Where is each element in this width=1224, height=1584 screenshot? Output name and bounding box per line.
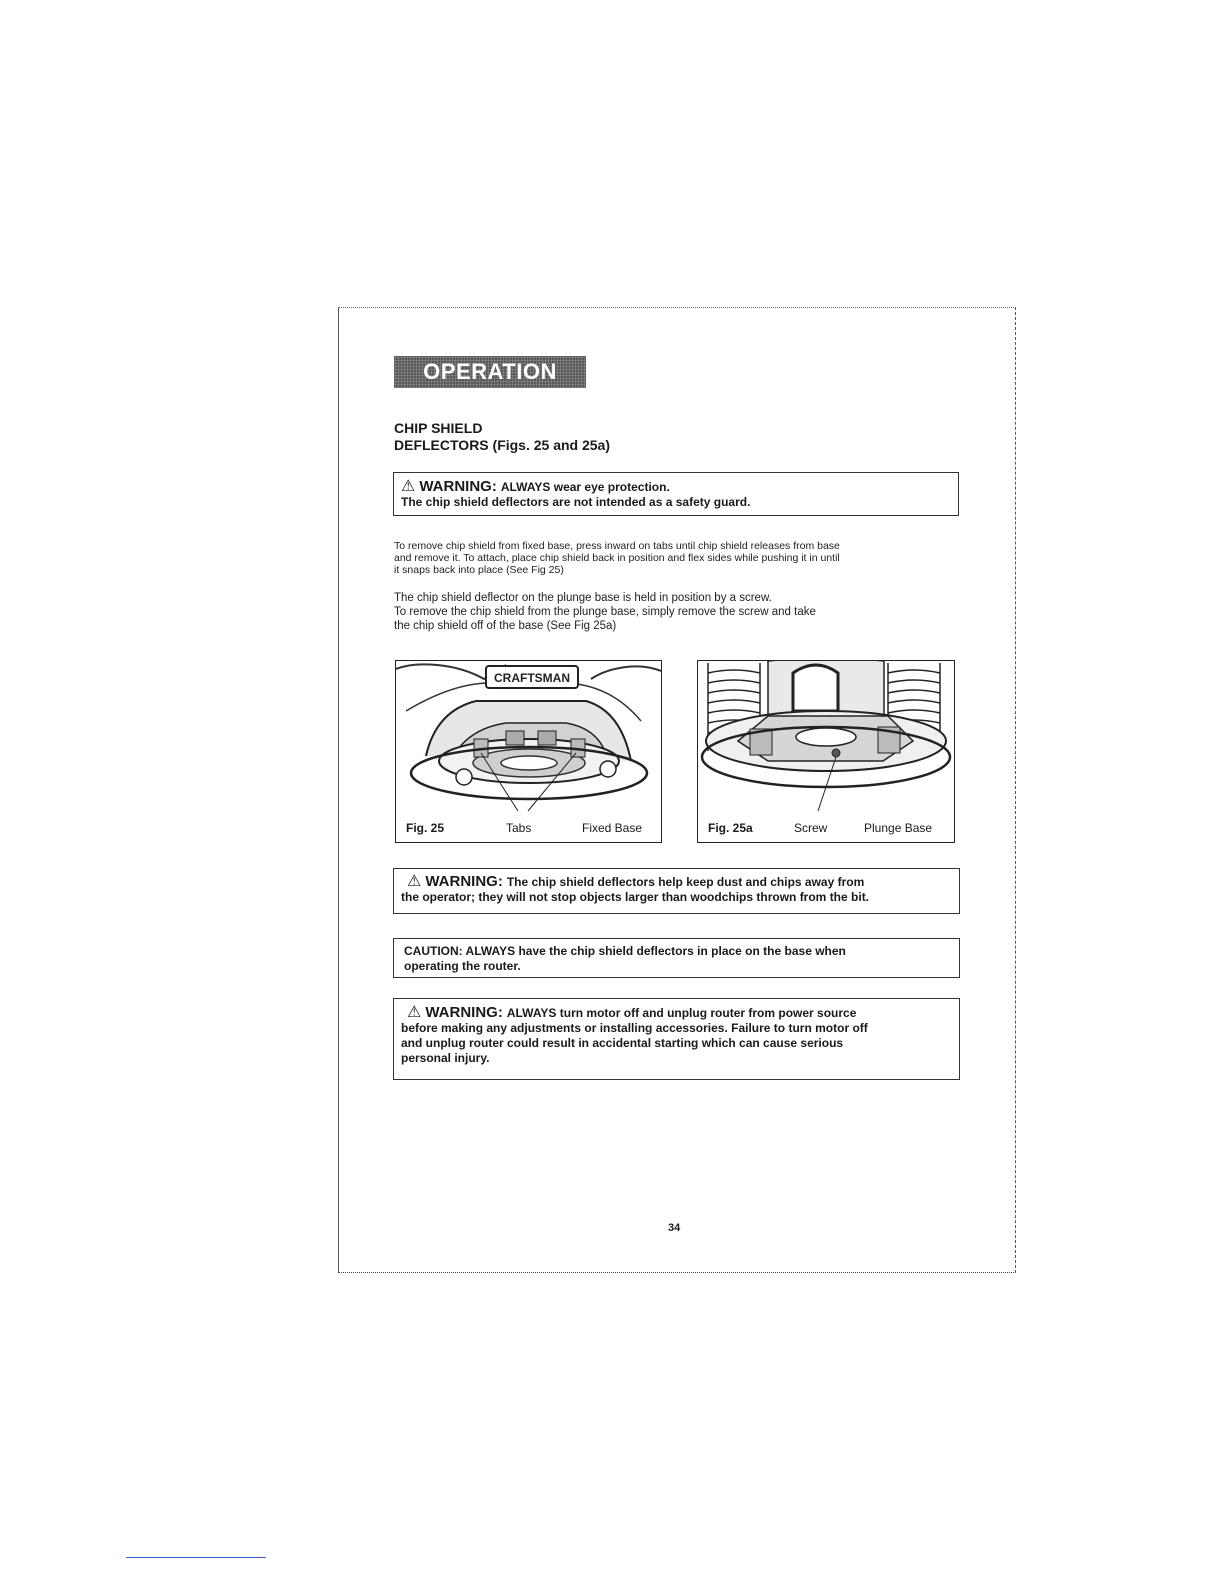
warning-text-line-3: and unplug router could result in accidental starting which can cause serious <box>401 1036 844 1050</box>
para-line: and remove it. To attach, place chip shield back in position and flex sides while pushing it in until <box>394 552 840 564</box>
screw-icon <box>832 749 840 757</box>
para-line: To remove the chip shield from the plunge base, simply remove the screw and take <box>394 606 816 618</box>
warning-label: WARNING: <box>425 1004 503 1021</box>
router-fixed-base-illustration <box>396 661 661 842</box>
figure-label: Fig. 25 <box>406 821 445 835</box>
section-banner: OPERATION cont. <box>394 356 586 388</box>
warning-box-dust-chips <box>393 868 960 914</box>
heading-line-1: CHIP SHIELD <box>394 420 483 436</box>
warning-text-line-2: The chip shield deflectors are not intended as a safety guard. <box>401 495 751 509</box>
figure-25a-caption <box>698 820 954 836</box>
warning-text-line-2: the operator; they will not stop objects larger than woodchips thrown from the bit. <box>401 890 870 904</box>
warning-triangle-icon: ⚠ <box>407 1004 422 1021</box>
warning-text-line-1: ALWAYS wear eye protection. <box>500 480 670 494</box>
para-line: To remove chip shield from fixed base, press inward on tabs until chip shield releases from base <box>394 540 840 552</box>
figure-25a-plunge-base <box>697 660 955 843</box>
router-plunge-base-illustration <box>698 661 954 842</box>
section-heading <box>394 420 610 454</box>
warning-text-line-1: The chip shield deflectors help keep dust and chips away from <box>506 875 865 889</box>
para-line: the chip shield off of the base (See Fig 25a) <box>394 620 617 632</box>
warning-label: WARNING: <box>425 873 503 890</box>
figure-25-caption <box>396 820 661 836</box>
warning-box-eye-protection <box>393 472 959 516</box>
callout-plunge-base: Plunge Base <box>864 821 933 835</box>
figure-25-fixed-base <box>395 660 662 843</box>
page-number: 34 <box>668 1222 681 1234</box>
warning-text-line-4: personal injury. <box>401 1051 490 1065</box>
para-line: The chip shield deflector on the plunge base is held in position by a screw. <box>394 592 772 604</box>
caution-text-line-2: operating the router. <box>404 959 521 973</box>
callout-tabs: Tabs <box>506 821 532 835</box>
warning-box-unplug <box>393 998 960 1080</box>
warning-text-line-1: ALWAYS turn motor off and unplug router from power source <box>506 1006 857 1020</box>
heading-line-2: DEFLECTORS (Figs. 25 and 25a) <box>394 437 611 453</box>
instructions-fixed-base <box>394 540 840 576</box>
craftsman-logo: CRAFTSMAN <box>494 671 570 685</box>
warning-triangle-icon: ⚠ <box>407 873 422 890</box>
para-line: it snaps back into place (See Fig 25) <box>394 564 564 576</box>
warning-text-line-2: before making any adjustments or installing accessories. Failure to turn motor off <box>401 1021 868 1035</box>
callout-fixed-base: Fixed Base <box>582 821 643 835</box>
instructions-plunge-base <box>394 591 816 633</box>
caution-box <box>393 938 960 978</box>
callout-screw: Screw <box>794 821 828 835</box>
caution-text-line-1: CAUTION: ALWAYS have the chip shield deflectors in place on the base when <box>404 944 846 958</box>
warning-label: WARNING: <box>419 478 497 495</box>
figure-label: Fig. 25a <box>708 821 753 835</box>
scan-artifact-line <box>126 1557 266 1558</box>
warning-triangle-icon: ⚠ <box>401 478 416 495</box>
